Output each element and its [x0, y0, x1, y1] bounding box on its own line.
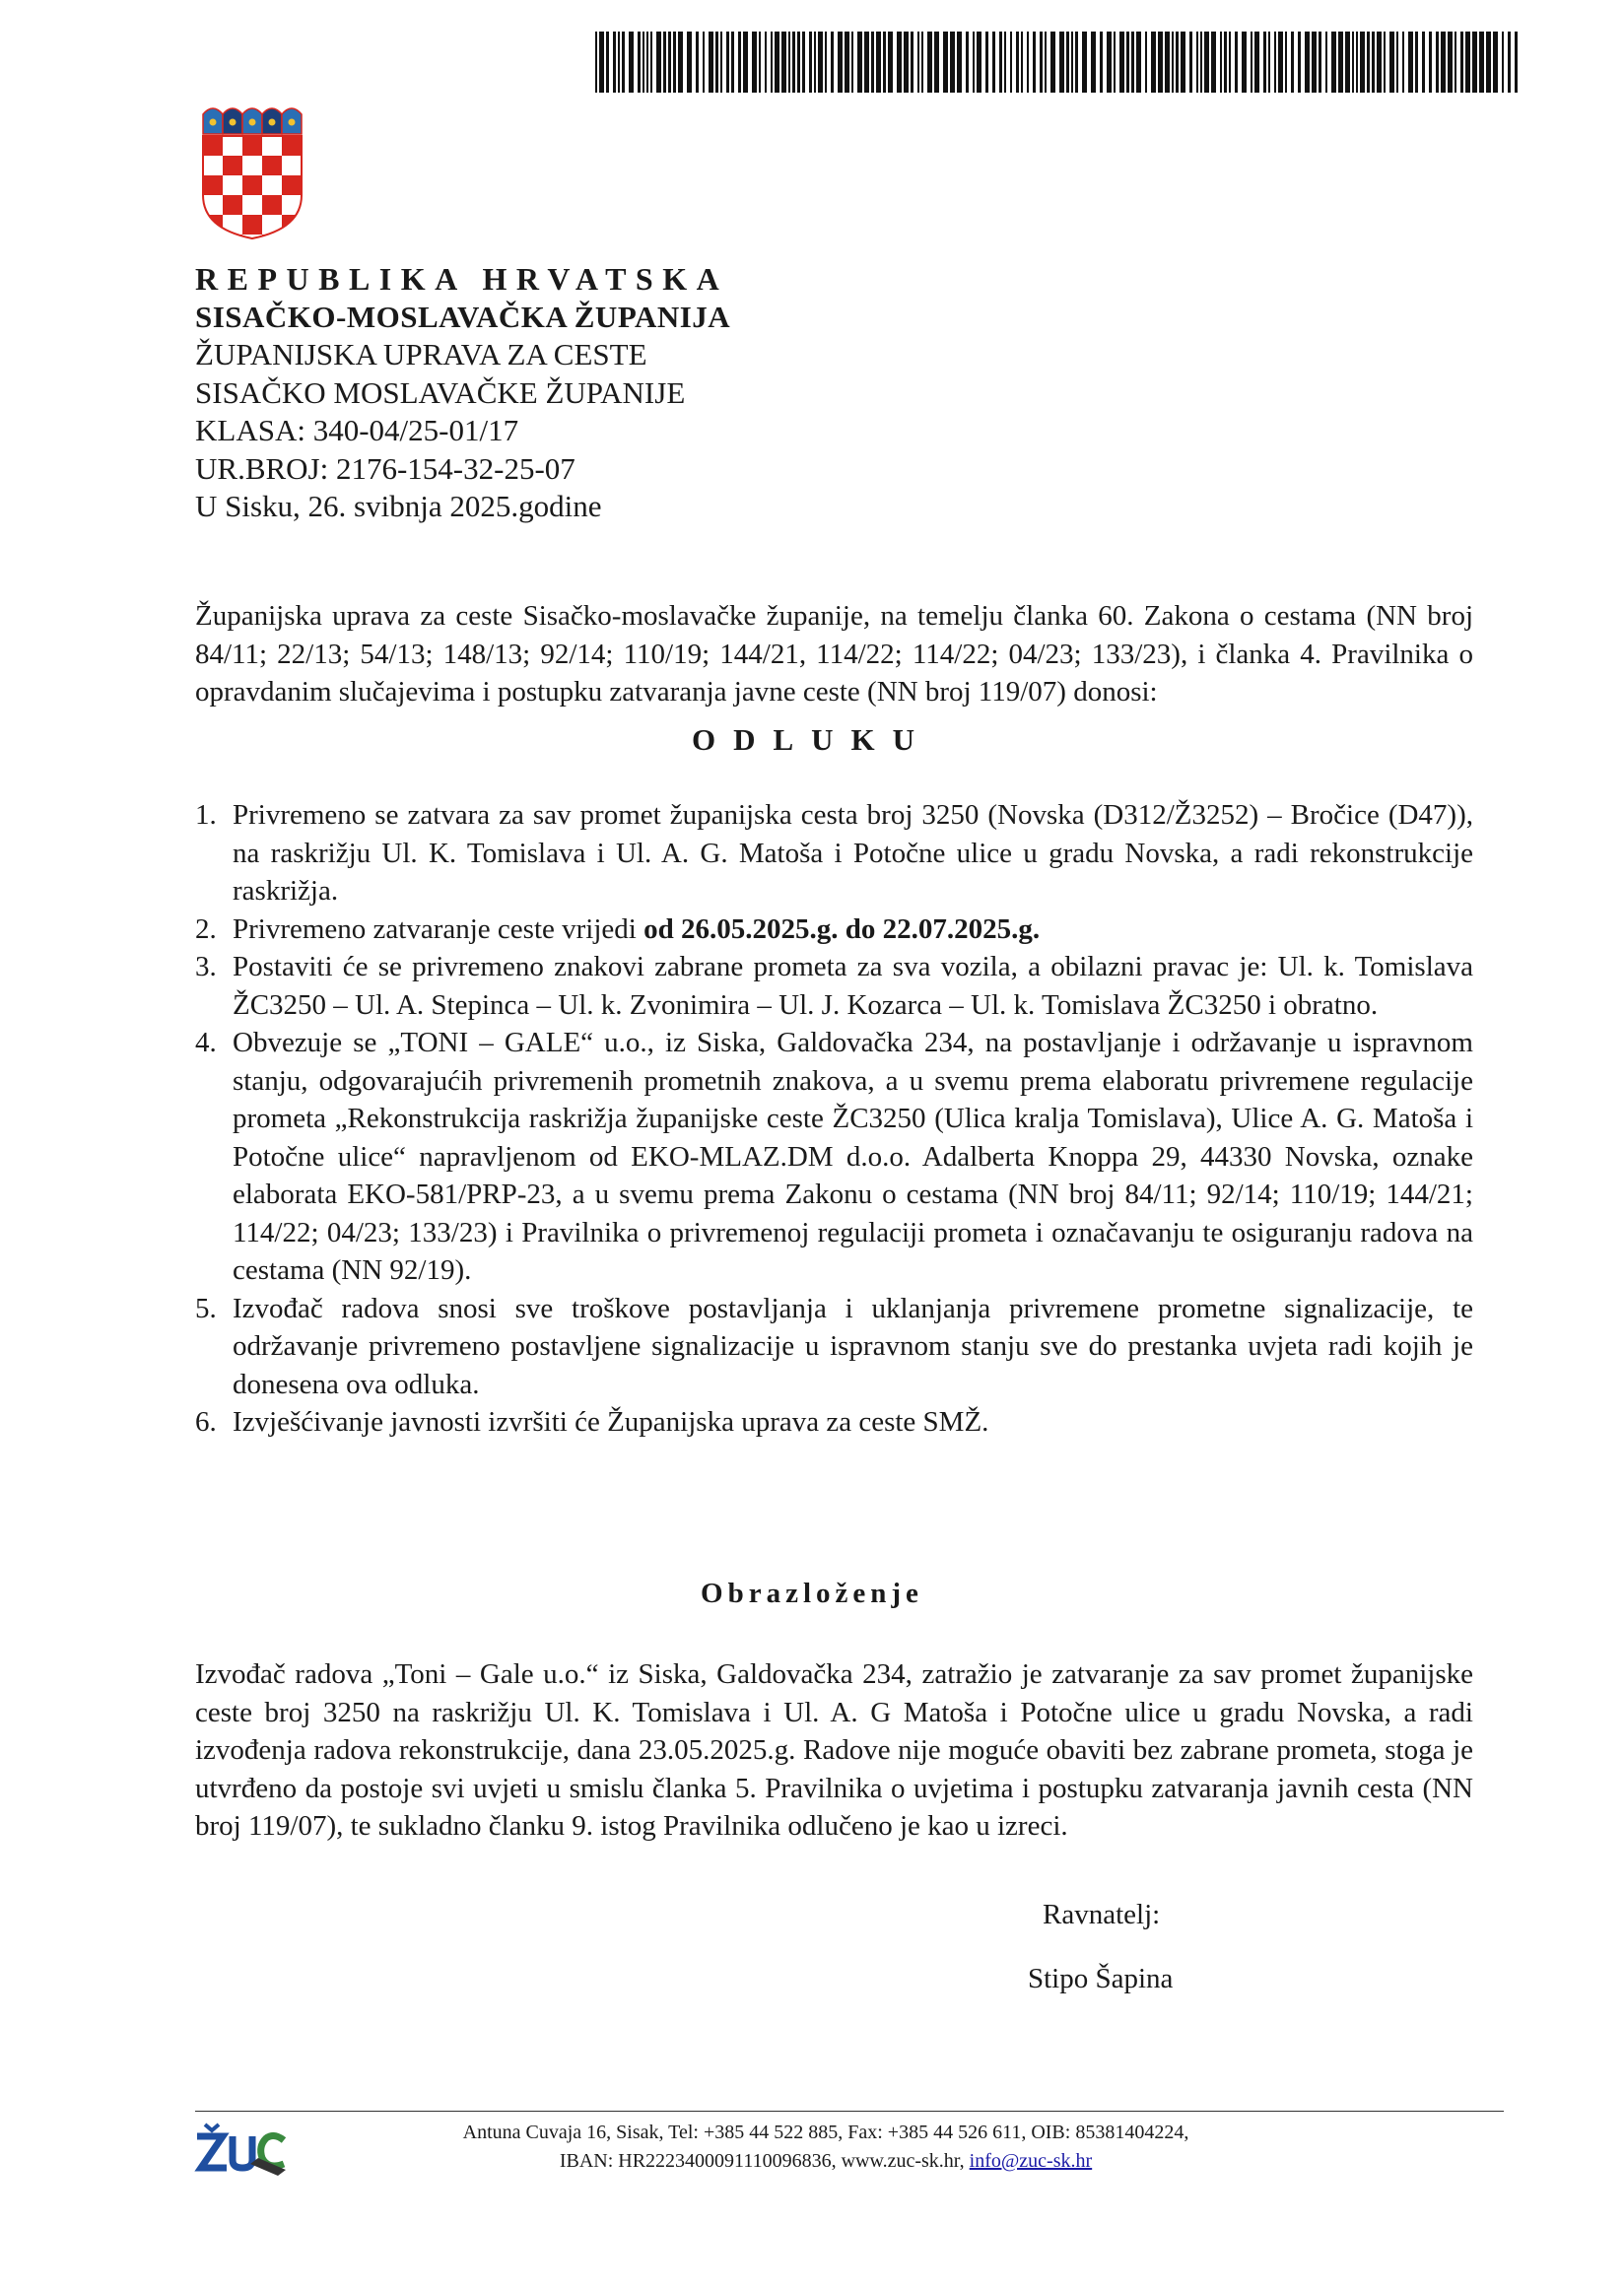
- footer-bank-line: [296, 2147, 1356, 2176]
- decision-item: [195, 948, 1473, 1024]
- zuc-logo-icon: [193, 2121, 292, 2178]
- urbroj-number: UR.BROJ: 2176-154-32-25-07: [195, 450, 575, 486]
- croatian-coat-of-arms-icon: [197, 101, 307, 240]
- decision-items: [195, 796, 1473, 1442]
- item-number: 5.: [195, 1292, 217, 1324]
- closure-period: od 26.05.2025.g. do 22.07.2025.g.: [643, 912, 1041, 945]
- reasoning-paragraph: Izvođač radova „Toni – Gale u.o.“ iz Siska, Galdovačka 234, zatražio je zatvaranje za sav promet županijske ceste broj 3250 na raskrižju Ul. K. Tomislava i Ul. A. G Matoša i Potočne ulice u gradu Novska, a radi izvođenja radova rekonstrukcije, dana 23.05.2025.g. Radove nije moguće obaviti bez zabrane prometa, stoga je utvrđeno da postoje svi uvjeti u smislu članka 5. Pravilnika o uvjetima i postupku zatvaranja javnih cesta (NN broj 119/07), te sukladno članku 9. istog Pravilnika odlučeno je kao u izreci.: [195, 1658, 1473, 1842]
- barcode-icon: [595, 32, 1522, 93]
- item-number: 6.: [195, 1406, 217, 1438]
- footer-contact: [296, 2119, 1356, 2176]
- footer-email-link[interactable]: info@zuc-sk.hr: [969, 2150, 1093, 2172]
- decision-item: [195, 910, 1473, 949]
- authority-name-line1: ŽUPANIJSKA UPRAVA ZA CESTE: [195, 337, 647, 371]
- republic-name: REPUBLIKA HRVATSKA: [195, 261, 729, 297]
- place-and-date: U Sisku, 26. svibnja 2025.godine: [195, 489, 602, 523]
- footer-iban-web: IBAN: HR2223400091110096836, www.zuc-sk.hr,: [559, 2150, 970, 2172]
- decision-item: [195, 1024, 1473, 1290]
- county-name: SISAČKO-MOSLAVAČKA ŽUPANIJA: [195, 299, 731, 334]
- item-number: 1.: [195, 799, 217, 831]
- klasa-number: KLASA: 340-04/25-01/17: [195, 413, 519, 447]
- item-number: 4.: [195, 1027, 217, 1058]
- signatory-name: Stipo Šapina: [1028, 1963, 1174, 1994]
- decision-item: [195, 1290, 1473, 1404]
- decision-item: [195, 1403, 1473, 1442]
- item-text: Izvođač radova snosi sve troškove postavljanja i uklanjanja privremene prometne signalizacije, te održavanje privremeno postavljene signalizacije u ispravnom stanju sve do prestanka uvjeta radi kojih je donesena ova odluka.: [233, 1292, 1473, 1400]
- decision-item: [195, 796, 1473, 910]
- item-text: Izvješćivanje javnosti izvršiti će Županijska uprava za ceste SMŽ.: [233, 1406, 989, 1438]
- authority-name-line2: SISAČKO MOSLAVAČKE ŽUPANIJE: [195, 374, 686, 410]
- item-text: Privremeno zatvaranje ceste vrijedi: [233, 912, 644, 945]
- footer-divider: [195, 2111, 1504, 2112]
- reasoning-title: Obrazloženje: [701, 1578, 923, 1609]
- document-title: ODLUKU: [691, 722, 933, 757]
- signatory-role: Ravnatelj:: [1043, 1899, 1161, 1930]
- intro-paragraph: Županijska uprava za ceste Sisačko-moslavačke županije, na temelju članka 60. Zakona o cestama (NN broj 84/11; 22/13; 54/13; 148/13; 92/14; 110/19; 144/21, 114/22; 114/22; 04/23; 133/23), i članka 4. Pravilnika o opravdanim slučajevima i postupku zatvaranja javne ceste (NN broj 119/07) donosi:: [195, 600, 1473, 708]
- item-text: Postaviti će se privremeno znakovi zabrane prometa za sva vozila, a obilazni pravac je: Ul. k. Tomislava ŽC3250 – Ul. A. Stepinca – Ul. k. Zvonimira – Ul. J. Kozarca – Ul. k. Tomislava ŽC3250 i obratno.: [233, 951, 1473, 1021]
- item-text: Obvezuje se „TONI – GALE“ u.o., iz Siska, Galdovačka 234, na postavljanje i održavanje u ispravnom stanju, odgovarajućih privremenih prometnih znakova, a u svemu prema elaboratu privremene regulacije prometa „Rekonstrukcija raskrižja županijske ceste ŽC3250 (Ulica kralja Tomislava), Ulice A. G. Matoša i Potočne ulice“ napravljenom od EKO-MLAZ.DM d.o.o. Adalberta Knoppa 29, 44330 Novska, oznake elaborata EKO-581/PRP-23, a u svemu prema Zakonu o cestama (NN broj 84/11; 92/14; 110/19; 144/21; 114/22; 04/23; 133/23) i Pravilnika o privremenoj regulaciji prometa i označavanju te osiguranju radova na cestama (NN 92/19).: [233, 1027, 1473, 1286]
- document-header: [195, 260, 1082, 526]
- footer-address-line: Antuna Cuvaja 16, Sisak, Tel: +385 44 522 885, Fax: +385 44 526 611, OIB: 85381404224,: [462, 2122, 1189, 2143]
- item-text: Privremeno se zatvara za sav promet županijska cesta broj 3250 (Novska (D312/Ž3252) – Bročice (D47)), na raskrižju Ul. K. Tomislava i Ul. A. G. Matoša i Potočne ulice u gradu Novska, a radi rekonstrukcije raskrižja.: [233, 799, 1473, 907]
- item-number: 2.: [195, 912, 217, 945]
- item-number: 3.: [195, 951, 217, 982]
